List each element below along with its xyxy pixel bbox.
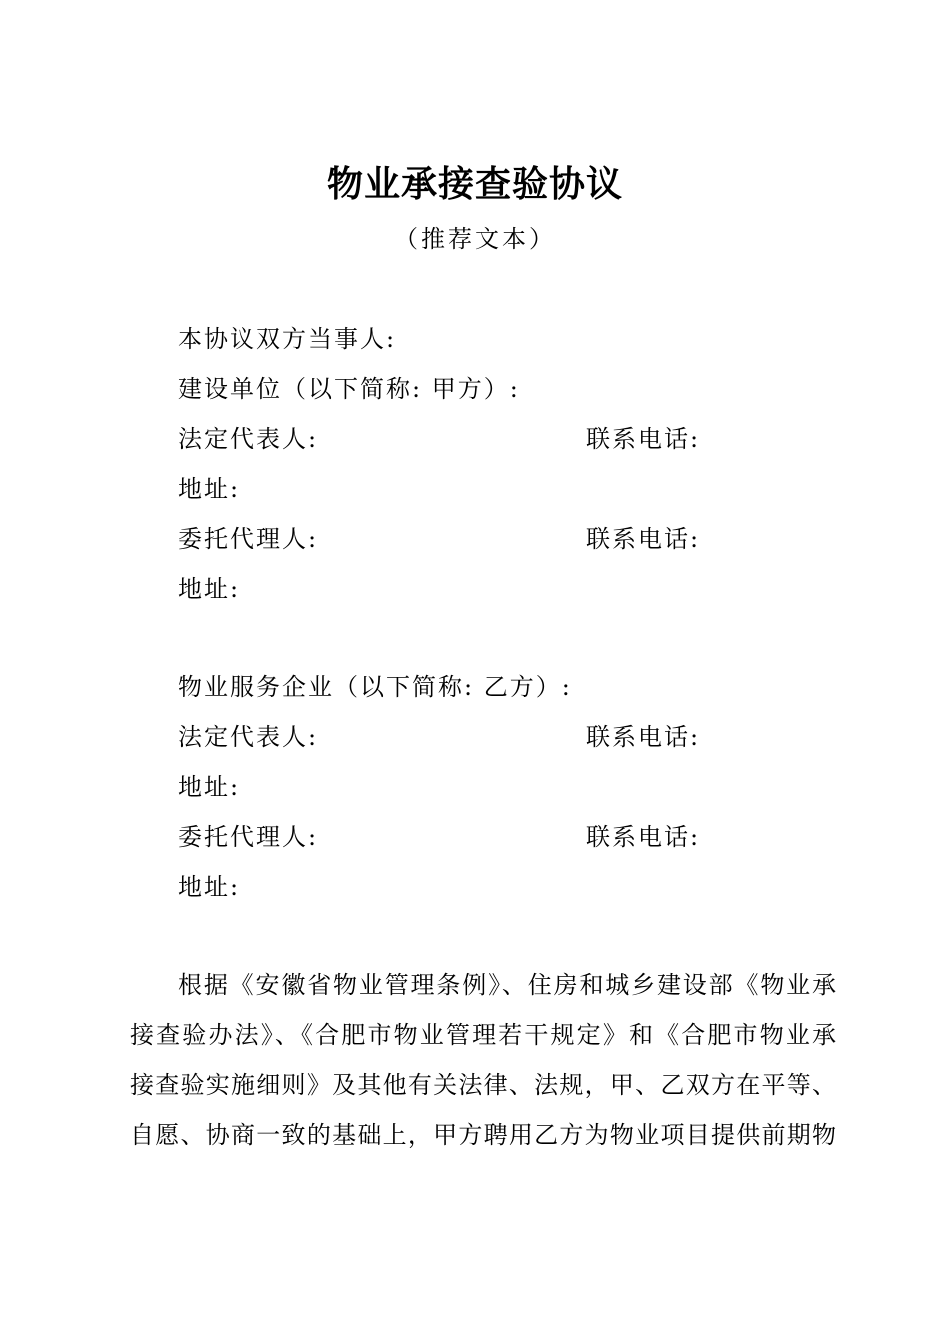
- party-a-agent-label: 委托代理人:: [178, 525, 319, 553]
- party-b-legal-rep-phone-label: 联系电话:: [586, 723, 701, 751]
- party-b-agent-address-label: 地址:: [178, 873, 241, 901]
- body-paragraph-line: 接查验办法》、《合肥市物业管理若干规定》和《合肥市物业承: [130, 1021, 836, 1049]
- party-a-legal-rep-phone-label: 联系电话:: [586, 425, 701, 453]
- body-paragraph-line: 根据《安徽省物业管理条例》、住房和城乡建设部《物业承: [178, 971, 836, 999]
- party-b-heading: 物业服务企业（以下简称: 乙方）:: [178, 673, 572, 701]
- parties-intro: 本协议双方当事人:: [178, 325, 397, 353]
- party-a-heading: 建设单位（以下简称: 甲方）:: [178, 375, 520, 403]
- party-b-address-label: 地址:: [178, 773, 241, 801]
- party-b-agent-label: 委托代理人:: [178, 823, 319, 851]
- party-b-legal-rep-label: 法定代表人:: [178, 723, 319, 751]
- party-a-agent-phone-label: 联系电话:: [586, 525, 701, 553]
- party-b-agent-phone-label: 联系电话:: [586, 823, 701, 851]
- party-a-address-label: 地址:: [178, 475, 241, 503]
- document-subtitle: （推荐文本）: [394, 225, 556, 253]
- party-a-agent-address-label: 地址:: [178, 575, 241, 603]
- body-paragraph-line: 接查验实施细则》及其他有关法律、法规，甲、乙双方在平等、: [130, 1071, 836, 1099]
- body-paragraph-line: 自愿、协商一致的基础上，甲方聘用乙方为物业项目提供前期物: [130, 1121, 836, 1149]
- party-a-legal-rep-label: 法定代表人:: [178, 425, 319, 453]
- document-title: 物业承接查验协议: [326, 163, 623, 205]
